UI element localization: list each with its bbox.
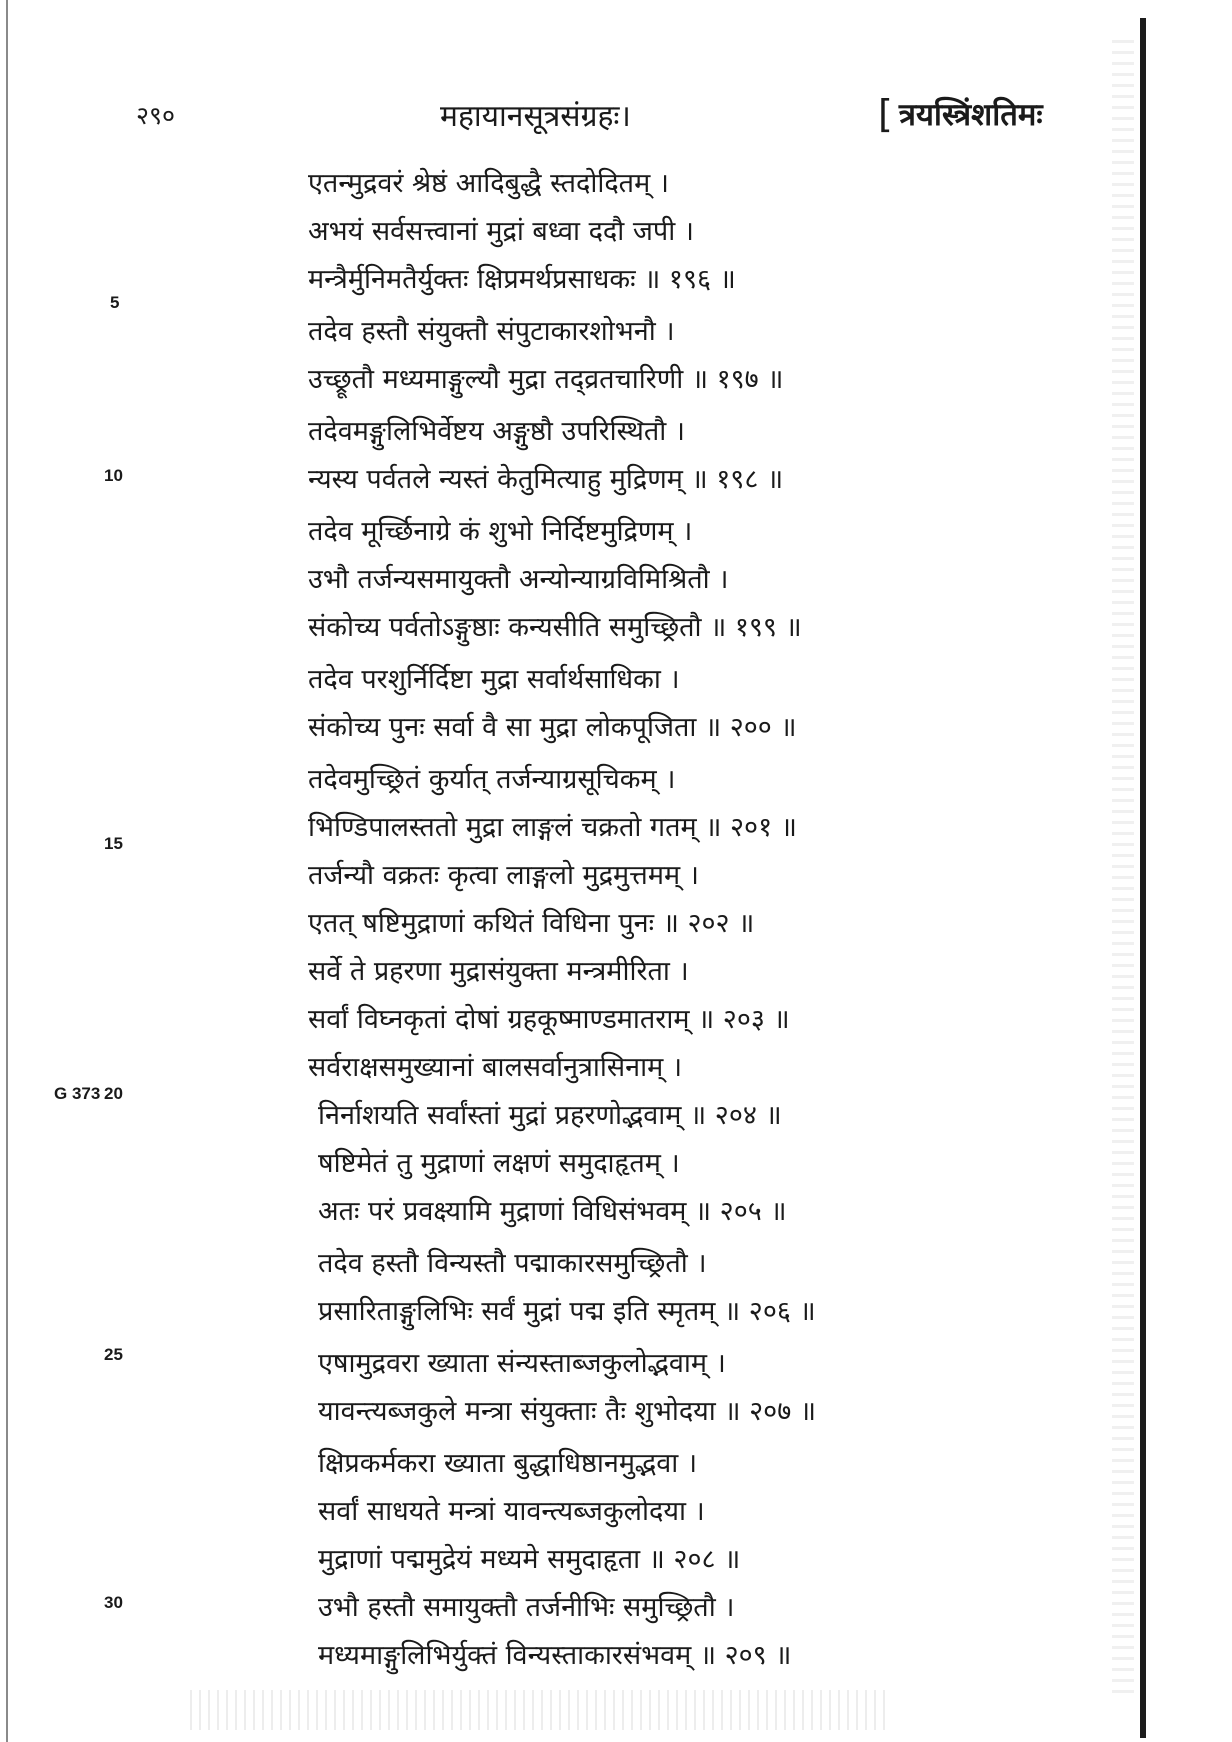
section-title-text: त्रयस्त्रिंशतिमः (898, 97, 1043, 133)
verse-line: भिण्डिपालस्ततो मुद्रा लाङ्गलं चक्रतो गतम् ॥ २०१ ॥ (308, 812, 797, 843)
manuscript-reference: G 373 (54, 1084, 101, 1103)
opening-bracket: [ (878, 92, 893, 136)
verse-line: अभयं सर्वसत्त्वानां मुद्रां बध्वा ददौ जपी । (308, 216, 694, 247)
verse-line: संकोच्य पुनः सर्वा वै सा मुद्रा लोकपूजिता ॥ २०० ॥ (308, 712, 797, 743)
line-number-15: 15 (104, 834, 123, 853)
verse-line: सर्वां विघ्नकृतां दोषां ग्रहकूष्माण्डमातराम् ॥ २०३ ॥ (308, 1004, 790, 1035)
verse-line: तदेव मूर्च्छिनाग्रे कं शुभो निर्दिष्टमुद्रिणम् । (308, 516, 693, 547)
verse-line: मुद्राणां पद्ममुद्रेयं मध्यमे समुदाहृता ॥ २०८ ॥ (318, 1544, 741, 1575)
verse-line: एतन्मुद्रवरं श्रेष्ठं आदिबुद्धै स्तदोदितम् । (308, 168, 670, 199)
line-number-20: 20 (104, 1084, 123, 1103)
line-number-10: 10 (104, 466, 123, 485)
page-header (0, 90, 1232, 140)
scan-noise-bottom (190, 1690, 890, 1730)
verse-line: उभौ हस्तौ समायुक्तौ तर्जनीभिः समुच्छ्रितौ । (318, 1592, 735, 1623)
verse-line: न्यस्य पर्वतले न्यस्तं केतुमित्याहु मुद्रिणम् ॥ १९८ ॥ (308, 464, 784, 495)
running-title: महायानसूत्रसंग्रहः। (440, 99, 631, 134)
verse-line: तदेव परशुर्निर्दिष्टा मुद्रा सर्वार्थसाधिका । (308, 664, 680, 695)
verse-line: सर्वे ते प्रहरणा मुद्रासंयुक्ता मन्त्रमीरिता । (308, 956, 689, 987)
verse-line: मध्यमाङ्गुलिभिर्युक्तं विन्यस्ताकारसंभवम् ॥ २०९ ॥ (318, 1640, 792, 1671)
line-number-30: 30 (104, 1593, 123, 1612)
verse-line: प्रसारिताङ्गुलिभिः सर्वं मुद्रां पद्म इति स्मृतम् ॥ २०६ ॥ (318, 1296, 816, 1327)
verse-line: उच्छ्रूतौ मध्यमाङ्गुल्यौ मुद्रा तद्व्रतचारिणी ॥ १९७ ॥ (308, 364, 784, 395)
verse-line: सर्वराक्षसमुख्यानां बालसर्वानुत्रासिनाम् । (308, 1052, 683, 1083)
left-page-edge (6, 0, 8, 1742)
verse-line: षष्टिमेतं तु मुद्राणां लक्षणं समुदाहृतम् । (318, 1148, 680, 1179)
line-number-5: 5 (110, 293, 120, 312)
verse-line: उभौ तर्जन्यसमायुक्तौ अन्योन्याग्रविमिश्रितौ । (308, 564, 729, 595)
verse-block (308, 160, 1108, 1680)
verse-line: मन्त्रैर्मुनिमतैर्युक्तः क्षिप्रमर्थप्रसाधकः ॥ १९६ ॥ (308, 264, 736, 295)
line-number-25: 25 (104, 1345, 123, 1364)
section-title (878, 90, 1043, 135)
verse-line: क्षिप्रकर्मकरा ख्याता बुद्धाधिष्ठानमुद्भवा । (318, 1448, 698, 1479)
verse-line: तदेव हस्तौ विन्यस्तौ पद्माकारसमुच्छ्रितौ । (318, 1248, 707, 1279)
verse-line: निर्नाशयति सर्वांस्तां मुद्रां प्रहरणोद्भवाम् ॥ २०४ ॥ (318, 1100, 782, 1131)
verse-line: तर्जन्यौ वक्रतः कृत्वा लाङ्गलो मुद्रमुत्तमम् । (308, 860, 699, 891)
verse-line: अतः परं प्रवक्ष्यामि मुद्राणां विधिसंभवम् ॥ २०५ ॥ (318, 1196, 787, 1227)
right-page-edge (1140, 18, 1146, 1738)
verse-line: सर्वां साधयते मन्त्रां यावन्त्यब्जकुलोदया । (318, 1496, 705, 1527)
verse-line: तदेवमङ्गुलिभिर्वेष्टय अङ्गुष्ठौ उपरिस्थितौ । (308, 416, 686, 447)
verse-line: यावन्त्यब्जकुले मन्त्रा संयुक्ताः तैः शुभोदया ॥ २०७ ॥ (318, 1396, 817, 1427)
verse-line: एतत् षष्टिमुद्राणां कथितं विधिना पुनः ॥ २०२ ॥ (308, 908, 755, 939)
verse-line: एषामुद्रवरा ख्याता संन्यस्ताब्जकुलोद्भवाम् । (318, 1348, 726, 1379)
verse-line: तदेव हस्तौ संयुक्तौ संपुटाकारशोभनौ । (308, 316, 675, 347)
page-number: २९० (136, 101, 176, 130)
verse-line: तदेवमुच्छ्रितं कुर्यात् तर्जन्याग्रसूचिकम् । (308, 764, 676, 795)
scan-noise-right (1112, 40, 1134, 1700)
verse-line: संकोच्य पर्वतोऽङ्गुष्ठाः कन्यसीति समुच्छ्रितौ ॥ १९९ ॥ (308, 612, 802, 643)
